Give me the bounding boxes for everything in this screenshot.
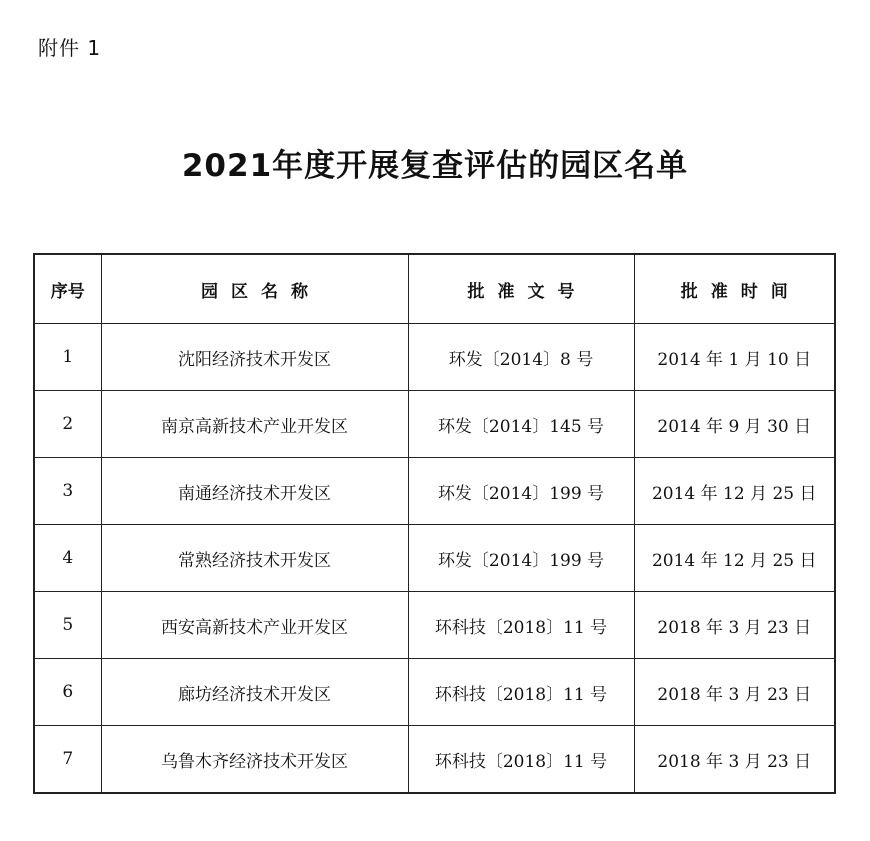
cell-park-name: 南通经济技术开发区	[101, 458, 408, 525]
cell-approval-date: 2018 年 3 月 23 日	[634, 726, 835, 794]
cell-approval-date: 2014 年 9 月 30 日	[634, 391, 835, 458]
cell-approval-date: 2014 年 12 月 25 日	[634, 525, 835, 592]
cell-approval-document: 环发〔2014〕8 号	[408, 324, 634, 391]
header-serial-number: 序号	[34, 254, 101, 324]
cell-approval-date: 2018 年 3 月 23 日	[634, 592, 835, 659]
table-row	[34, 525, 835, 592]
cell-approval-date: 2014 年 1 月 10 日	[634, 324, 835, 391]
cell-approval-document: 环科技〔2018〕11 号	[408, 659, 634, 726]
cell-serial-number: 1	[34, 324, 101, 391]
cell-approval-document: 环科技〔2018〕11 号	[408, 592, 634, 659]
cell-park-name: 沈阳经济技术开发区	[101, 324, 408, 391]
cell-park-name: 西安高新技术产业开发区	[101, 592, 408, 659]
header-park-name: 园区名称	[101, 254, 408, 324]
attachment-label: 附件 1	[38, 36, 102, 60]
cell-approval-document: 环科技〔2018〕11 号	[408, 726, 634, 794]
table-header-row	[34, 254, 835, 324]
cell-park-name: 乌鲁木齐经济技术开发区	[101, 726, 408, 794]
table-row	[34, 726, 835, 794]
cell-approval-date: 2014 年 12 月 25 日	[634, 458, 835, 525]
table-row	[34, 324, 835, 391]
header-approval-date: 批准时间	[634, 254, 835, 324]
cell-approval-document: 环发〔2014〕145 号	[408, 391, 634, 458]
cell-serial-number: 7	[34, 726, 101, 794]
cell-approval-date: 2018 年 3 月 23 日	[634, 659, 835, 726]
cell-park-name: 南京高新技术产业开发区	[101, 391, 408, 458]
table-row	[34, 659, 835, 726]
cell-serial-number: 3	[34, 458, 101, 525]
park-list-table	[33, 253, 836, 794]
cell-serial-number: 6	[34, 659, 101, 726]
cell-approval-document: 环发〔2014〕199 号	[408, 458, 634, 525]
table-row	[34, 458, 835, 525]
table-row	[34, 592, 835, 659]
cell-serial-number: 2	[34, 391, 101, 458]
cell-park-name: 常熟经济技术开发区	[101, 525, 408, 592]
cell-park-name: 廊坊经济技术开发区	[101, 659, 408, 726]
cell-serial-number: 5	[34, 592, 101, 659]
cell-serial-number: 4	[34, 525, 101, 592]
table-row	[34, 391, 835, 458]
page-title: 2021年度开展复查评估的园区名单	[181, 148, 689, 184]
cell-approval-document: 环发〔2014〕199 号	[408, 525, 634, 592]
header-approval-document: 批准文号	[408, 254, 634, 324]
